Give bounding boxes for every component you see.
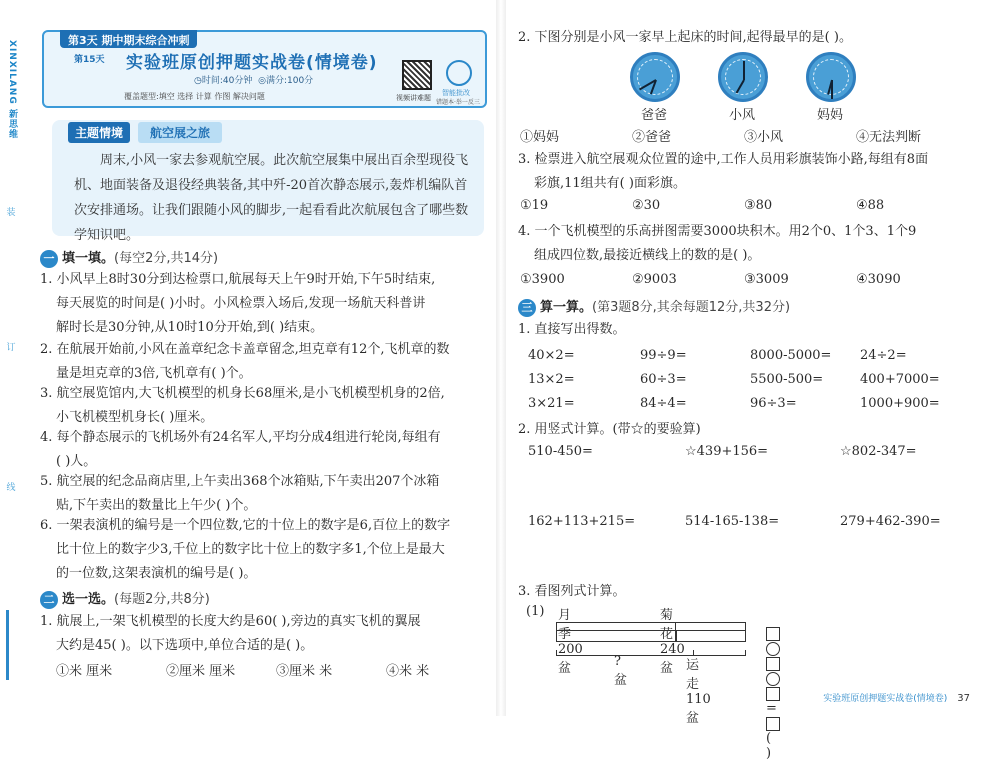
question-choose-1: 1. 航展上,一架飞机模型的长度大约是60( ),旁边的真实飞机的翼展 大约是45( )。以下选项中,单位合适的是( )。 bbox=[40, 614, 421, 653]
question-choose-3: 3. 检票进入航空展观众位置的途中,工作人员用彩旗装饰小路,每组有8面 彩旗,11组共有( )面彩旗。 bbox=[518, 152, 929, 191]
bracket-top-rose bbox=[556, 622, 676, 630]
edge-bar bbox=[6, 610, 9, 680]
day-tag: 第3天 期中期末综合冲刺 bbox=[60, 30, 197, 48]
calc-item: ☆802-347= bbox=[840, 444, 917, 459]
brand-logo: XINXILANG 新思维 bbox=[7, 40, 17, 139]
diagram-bottom-unknown: ?盆 bbox=[614, 654, 628, 688]
header-banner bbox=[42, 30, 487, 108]
theme-tag: 主题情境 bbox=[68, 122, 130, 143]
question-choose-4: 4. 一个飞机模型的乐高拼图需要3000块积木。用2个0、1个3、1个9 组成四位数,最接近横线上的数的是( )。 bbox=[518, 224, 917, 263]
left-page bbox=[22, 0, 492, 716]
smart-grading-icon[interactable] bbox=[446, 60, 472, 86]
option[interactable]: ④3090 bbox=[856, 272, 901, 287]
question-fill-6: 6. 一架表演机的编号是一个四位数,它的十位上的数字是6,百位上的数字 比十位上的数字少3,千位上的数字比十位上的数字多1,个位上是最大 的一位数,这架表演机的编号是( )。 bbox=[40, 518, 451, 581]
calc-item: 1000+900= bbox=[860, 396, 940, 411]
day-number: 第15天 bbox=[74, 55, 105, 65]
section-fill bbox=[40, 247, 218, 268]
theme-box bbox=[52, 120, 484, 243]
operator-circle[interactable] bbox=[766, 672, 780, 686]
option[interactable]: ③3009 bbox=[744, 272, 789, 287]
clock-hour-hand bbox=[736, 80, 745, 94]
option[interactable]: ②爸爸 bbox=[632, 130, 672, 145]
calc-item: 40×2= bbox=[528, 348, 575, 363]
option[interactable]: ③80 bbox=[744, 198, 773, 213]
option[interactable]: ④无法判断 bbox=[856, 130, 922, 145]
calc-item: 162+113+215= bbox=[528, 514, 636, 529]
binding-mark: 线 bbox=[6, 483, 16, 493]
clock-minute-hand bbox=[831, 80, 833, 99]
question-choose-2: 2. 下图分别是小风一家早上起床的时间,起得最早的是( )。 bbox=[518, 30, 852, 45]
calc-item: 84÷4= bbox=[640, 396, 687, 411]
section-title: 算一算。 bbox=[540, 300, 593, 315]
options-choose-4 bbox=[520, 272, 956, 287]
calc-item: ☆439+156= bbox=[685, 444, 769, 459]
score-icon: ◎ bbox=[258, 76, 266, 86]
theme-name: 航空展之旅 bbox=[138, 122, 222, 143]
smart-grading-label: 智能批改 bbox=[442, 89, 470, 97]
question-fill-5: 5. 航空展的纪念品商店里,上午卖出368个冰箱贴,下午卖出207个冰箱 贴,下午卖出的数量比上午少( )个。 bbox=[40, 474, 440, 513]
question-fill-3: 3. 航空展览馆内,大飞机模型的机身长68厘米,是小飞机模型机身的2倍, 小飞机模型机身长( )厘米。 bbox=[40, 386, 445, 425]
calc-item: 96÷3= bbox=[750, 396, 797, 411]
calc-item: 5500-500= bbox=[750, 372, 824, 387]
equation-template: =( ) bbox=[766, 626, 780, 761]
binding-mark: 装 bbox=[6, 208, 16, 218]
clock-label: 爸爸 bbox=[641, 108, 668, 123]
unit-paren: ( ) bbox=[766, 731, 772, 761]
option[interactable]: ④88 bbox=[856, 198, 885, 213]
binding-edge bbox=[0, 0, 22, 716]
qr-code-icon[interactable] bbox=[402, 60, 432, 90]
footer-title: 实验班原创押题实战卷(情境卷) bbox=[823, 694, 948, 704]
question-types: 覆盖题型:填空 选择 计算 作图 解决问题 bbox=[124, 92, 265, 101]
calc-item: 8000-5000= bbox=[750, 348, 832, 363]
clock-dad bbox=[630, 52, 680, 102]
bar-rose bbox=[556, 630, 676, 642]
section-number: 二 bbox=[40, 591, 58, 609]
option[interactable]: ③小风 bbox=[744, 130, 784, 145]
theme-story: 周末,小风一家去参观航空展。此次航空展集中展出百余型现役飞机、地面装备及退役经典装备,其中歼-20首次静态展示,轰炸机编队首次安排通场。让我们跟随小风的脚步,一起看看此次航展包含了哪些数学知识吧。 bbox=[74, 153, 469, 243]
full-score: 满分:100分 bbox=[265, 76, 314, 86]
calc-item: 514-165-138= bbox=[685, 514, 780, 529]
option[interactable]: ②9003 bbox=[632, 272, 677, 287]
right-page bbox=[510, 0, 990, 761]
section-number: 一 bbox=[40, 250, 58, 268]
section-note: (第3题8分,其余每题12分,共32分) bbox=[592, 300, 791, 315]
binding-mark: 订 bbox=[6, 343, 16, 353]
clock-icon: ◷ bbox=[194, 76, 202, 86]
clock-label: 妈妈 bbox=[817, 108, 844, 123]
option[interactable]: ②30 bbox=[632, 198, 661, 213]
answer-box[interactable] bbox=[766, 627, 780, 641]
question-fill-2: 2. 在航展开始前,小风在盖章纪念卡盖章留念,坦克章有12个,飞机章的数 量是坦克章的3倍,飞机章有( )个。 bbox=[40, 342, 450, 381]
calc-item: 99÷9= bbox=[640, 348, 687, 363]
section-title: 选一选。 bbox=[62, 592, 115, 607]
bar-chrysanthemum bbox=[676, 630, 746, 642]
clock-mom bbox=[806, 52, 856, 102]
calc-2-title: 2. 用竖式计算。(带☆的要验算) bbox=[518, 422, 701, 437]
answer-box[interactable] bbox=[766, 717, 780, 731]
section-calc bbox=[518, 296, 790, 317]
page-title: 实验班原创押题实战卷(情境卷) bbox=[126, 53, 378, 73]
diagram-bottom-removed: 运走110盆 bbox=[686, 658, 711, 726]
answer-box[interactable] bbox=[766, 687, 780, 701]
option[interactable]: ②厘米 厘米 bbox=[166, 664, 236, 679]
options-choose-2 bbox=[520, 126, 956, 145]
calc-1-title: 1. 直接写出得数。 bbox=[518, 322, 626, 337]
option[interactable]: ④米 米 bbox=[386, 664, 430, 679]
clock-minute-hand bbox=[743, 61, 745, 80]
page-footer bbox=[823, 691, 970, 704]
option[interactable]: ③厘米 米 bbox=[276, 664, 333, 679]
question-fill-4: 4. 每个静态展示的飞机场外有24名军人,平均分成4组进行轮岗,每组有 ( )人。 bbox=[40, 430, 441, 469]
option[interactable]: ①3900 bbox=[520, 272, 565, 287]
page-number: 37 bbox=[957, 693, 970, 704]
option[interactable]: ①19 bbox=[520, 198, 549, 213]
clock-label: 小风 bbox=[729, 108, 756, 123]
section-note: (每空2分,共14分) bbox=[114, 251, 219, 266]
calc-item: 24÷2= bbox=[860, 348, 907, 363]
option[interactable]: ①妈妈 bbox=[520, 130, 560, 145]
calc-item: 13×2= bbox=[528, 372, 575, 387]
diagram-label-rose: 月季200盆 bbox=[558, 608, 583, 676]
time-limit: 时间:40分钟 bbox=[201, 76, 253, 86]
calc-item: 3×21= bbox=[528, 396, 575, 411]
smart-grading-sub: 错题本·举一反三 bbox=[436, 99, 480, 106]
bracket-top-chrysanthemum bbox=[676, 622, 746, 630]
operator-circle[interactable] bbox=[766, 642, 780, 656]
section-choose bbox=[40, 588, 210, 609]
diagram-number: (1) bbox=[526, 604, 545, 619]
clock-xiaofeng bbox=[718, 52, 768, 102]
page-spine bbox=[496, 0, 506, 716]
section-number: 三 bbox=[518, 299, 536, 317]
calc-item: 400+7000= bbox=[860, 372, 940, 387]
option[interactable]: ①米 厘米 bbox=[56, 664, 113, 679]
answer-box[interactable] bbox=[766, 657, 780, 671]
calc-item: 279+462-390= bbox=[840, 514, 941, 529]
calc-item: 510-450= bbox=[528, 444, 593, 459]
calc-item: 60÷3= bbox=[640, 372, 687, 387]
options-choose-1 bbox=[56, 660, 466, 679]
qr-label: 视频讲难题 bbox=[396, 94, 431, 102]
calc-3-title: 3. 看图列式计算。 bbox=[518, 584, 626, 599]
question-fill-1: 1. 小风早上8时30分到达检票口,航展每天上午9时开始,下午5时结束, 每天展览的时间是( )小时。小风检票入场后,发现一场航天科普讲 解时长是30分钟,从10时10分开始,到( )结束。 bbox=[40, 272, 436, 335]
section-title: 填一填。 bbox=[62, 251, 115, 266]
section-note: (每题2分,共8分) bbox=[114, 592, 210, 607]
options-choose-3 bbox=[520, 198, 956, 213]
diagram-label-chrysanthemum: 菊花240盆 bbox=[660, 608, 685, 676]
exam-meta bbox=[194, 73, 313, 86]
